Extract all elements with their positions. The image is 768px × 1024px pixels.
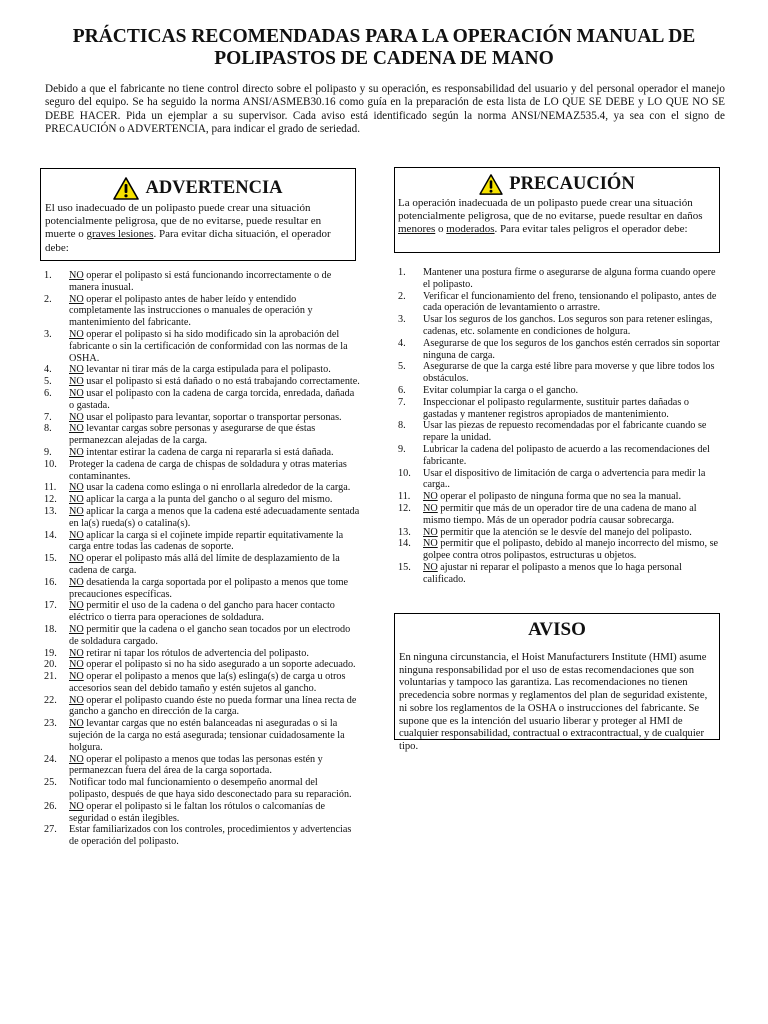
item-number: 3. bbox=[398, 314, 406, 326]
item-number: 22. bbox=[44, 694, 57, 706]
item-text: operar el polipasto si no ha sido asegurado a un soporte adecuado. bbox=[83, 659, 356, 671]
list-item bbox=[44, 376, 360, 388]
item-number: 1. bbox=[44, 270, 52, 281]
item-number: 9. bbox=[44, 446, 52, 458]
list-item bbox=[44, 824, 360, 848]
item-text: permitir que el polipasto, debido al manejo incorrecto del mismo, se golpee contra otros polipastos, estructuras u objetos. bbox=[423, 538, 719, 562]
item-text: aplicar la carga a la punta del gancho o al seguro del mismo. bbox=[83, 494, 333, 506]
item-text: retirar ni tapar los rótulos de advertencia del polipasto. bbox=[83, 647, 309, 659]
item-text: Lubricar la cadena del polipasto de acuerdo a las recomendaciones del fabricante. bbox=[423, 443, 710, 467]
item-text: usar el polipasto si está dañado o no está trabajando correctamente. bbox=[83, 376, 360, 388]
no-keyword: NO bbox=[69, 364, 84, 376]
list-item bbox=[398, 267, 724, 291]
item-text: permitir que la cadena o el gancho sean tocados por un electrodo de soldadura cargado. bbox=[69, 623, 351, 647]
item-text: operar el polipasto si le faltan los rótulos o calcomanías de seguridad o están ilegibles. bbox=[69, 800, 326, 824]
list-item bbox=[44, 447, 360, 459]
item-number: 7. bbox=[398, 396, 406, 408]
item-number: 18. bbox=[44, 623, 57, 635]
no-keyword: NO bbox=[69, 671, 84, 683]
no-keyword: NO bbox=[423, 491, 438, 503]
item-number: 15. bbox=[44, 553, 57, 565]
no-keyword: NO bbox=[69, 376, 84, 388]
item-text: Asegurarse de que los seguros de los ganchos estén cerrados sin soportar ninguna de carga. bbox=[423, 337, 720, 361]
no-keyword: NO bbox=[69, 423, 84, 435]
item-number: 12. bbox=[44, 494, 57, 506]
no-keyword: NO bbox=[69, 576, 84, 588]
item-text: Asegurarse de que la carga esté libre para moverse y que libre todos los obstáculos. bbox=[423, 361, 715, 385]
item-number: 2. bbox=[398, 290, 406, 302]
advertencia-heading: ADVERTENCIA bbox=[145, 177, 283, 198]
item-text: Usar los seguros de los ganchos. Los seguros son para retener eslingas, cadenas, etc. solamente en condiciones de holgura. bbox=[423, 314, 713, 337]
item-text: usar el polipasto para levantar, soportar o transportar personas. bbox=[83, 411, 342, 423]
list-item bbox=[44, 577, 360, 601]
list-item bbox=[44, 530, 360, 554]
item-text: levantar ni tirar más de la carga estipulada para el polipasto. bbox=[83, 364, 331, 376]
aviso-box bbox=[394, 613, 720, 752]
list-item bbox=[398, 538, 724, 562]
item-text: Estar familiarizados con los controles, procedimientos y advertencias de operación del polipasto. bbox=[69, 824, 352, 848]
warning-triangle-icon bbox=[479, 174, 503, 195]
item-number: 10. bbox=[398, 467, 411, 479]
list-item bbox=[44, 270, 360, 294]
item-number: 19. bbox=[44, 647, 57, 659]
item-text: Usar las piezas de repuesto recomendadas por el fabricante cuando se repare la unidad. bbox=[423, 420, 707, 444]
list-item bbox=[398, 420, 724, 444]
item-number: 16. bbox=[44, 576, 57, 588]
item-number: 8. bbox=[398, 420, 406, 432]
warning-triangle-icon bbox=[113, 177, 139, 200]
no-keyword: NO bbox=[423, 538, 438, 550]
item-number: 26. bbox=[44, 800, 57, 812]
list-item bbox=[398, 397, 724, 421]
item-number: 17. bbox=[44, 600, 57, 612]
list-item bbox=[44, 801, 360, 825]
precaucion-box bbox=[394, 167, 720, 253]
list-item bbox=[44, 364, 360, 376]
list-item bbox=[398, 503, 724, 527]
item-text: permitir el uso de la cadena o del gancho para hacer contacto eléctrico o tierra para operaciones de soldadura. bbox=[69, 600, 335, 624]
list-item bbox=[44, 423, 360, 447]
no-keyword: NO bbox=[69, 270, 84, 281]
item-number: 6. bbox=[398, 384, 406, 396]
advertencia-text: El uso inadecuado de un polipasto puede crear una situación potencialmente peligrosa, que de no evitarse, puede resultar en muerte o graves lesiones. Para evitar dicha situación, el operador debe: bbox=[45, 202, 331, 254]
no-keyword: NO bbox=[69, 482, 84, 494]
no-keyword: NO bbox=[69, 600, 84, 612]
advertencia-box bbox=[40, 168, 356, 261]
no-keyword: NO bbox=[69, 328, 84, 340]
no-keyword: NO bbox=[69, 694, 84, 706]
item-number: 24. bbox=[44, 753, 57, 765]
item-number: 13. bbox=[44, 505, 57, 517]
item-number: 23. bbox=[44, 718, 57, 730]
item-text: levantar cargas que no estén balanceadas ni aseguradas o si la sujeción de la carga no está asegurada; tensionar cuidadosamente la holgura. bbox=[69, 718, 345, 753]
list-item bbox=[398, 562, 724, 586]
no-keyword: NO bbox=[423, 526, 438, 538]
item-text: Verificar el funcionamiento del freno, tensionando el polipasto, antes de cada operación de levantamiento o arrastre. bbox=[423, 290, 717, 314]
item-number: 4. bbox=[44, 364, 52, 376]
page-title bbox=[40, 26, 728, 70]
item-number: 14. bbox=[44, 529, 57, 541]
item-text: operar el polipasto de ninguna forma que no sea la manual. bbox=[437, 491, 682, 503]
item-number: 27. bbox=[44, 824, 57, 836]
item-text: Inspeccionar el polipasto regularmente, sustituir partes dañadas o gastadas y mantener registros apropiados de mantenimiento. bbox=[423, 396, 689, 420]
no-keyword: NO bbox=[69, 753, 84, 765]
list-item bbox=[398, 444, 724, 468]
list-item bbox=[44, 695, 360, 719]
item-text: operar el polipasto a menos que la(s) eslinga(s) de carga u otros accesorios sean del debido tamaño y estén sujetos al gancho. bbox=[69, 671, 346, 694]
item-number: 11. bbox=[398, 491, 411, 503]
item-number: 4. bbox=[398, 337, 406, 349]
item-text: permitir que más de un operador tire de una cadena de mano al mismo tiempo. Más de un operador podría causar sobrecarga. bbox=[423, 502, 697, 526]
no-keyword: NO bbox=[69, 718, 84, 730]
item-number: 1. bbox=[398, 267, 406, 278]
item-number: 5. bbox=[398, 361, 406, 373]
item-text: operar el polipasto si ha sido modificado sin la aprobación del fabricante o sin la certificación de conformidad con las normas de la OSHA. bbox=[69, 328, 348, 364]
no-keyword: NO bbox=[69, 647, 84, 659]
no-keyword: NO bbox=[69, 553, 84, 565]
item-number: 2. bbox=[44, 293, 52, 305]
list-item bbox=[44, 506, 360, 530]
no-keyword: NO bbox=[69, 494, 84, 506]
precaucion-header bbox=[398, 171, 716, 197]
item-text: operar el polipasto si está funcionando incorrectamente o de manera inusual. bbox=[69, 270, 332, 293]
item-number: 7. bbox=[44, 411, 52, 423]
item-text: intentar estirar la cadena de carga ni repararla si está dañada. bbox=[83, 446, 334, 458]
list-item bbox=[398, 491, 724, 503]
item-number: 13. bbox=[398, 526, 411, 538]
item-text: permitir que la atención se le desvíe del manejo del polipasto. bbox=[437, 526, 692, 538]
item-number: 8. bbox=[44, 423, 52, 435]
list-item bbox=[398, 385, 724, 397]
item-text: aplicar la carga a menos que la cadena esté adecuadamente sentada en la(s) rueda(s) o catalina(s). bbox=[69, 505, 360, 529]
item-number: 6. bbox=[44, 387, 52, 399]
item-text: operar el polipasto a menos que todas las personas estén y permanezcan fuera del área de la carga soportada. bbox=[69, 753, 323, 777]
list-item bbox=[44, 388, 360, 412]
list-item bbox=[398, 468, 724, 492]
title-line-1: PRÁCTICAS RECOMENDADAS PARA LA OPERACIÓN MANUAL DE bbox=[72, 26, 696, 47]
item-text: usar la cadena como eslinga o ni enrollarla alrededor de la carga. bbox=[83, 482, 351, 494]
item-text: Notificar todo mal funcionamiento o desempeño anormal del polipasto, después de que haya sido desconectado para su reparación. bbox=[69, 777, 352, 801]
list-item bbox=[44, 459, 360, 483]
item-number: 25. bbox=[44, 777, 57, 789]
precaucion-heading: PRECAUCIÓN bbox=[509, 173, 635, 194]
item-text: operar el polipasto más allá del límite de desplazamiento de la cadena de carga. bbox=[69, 553, 340, 576]
no-keyword: NO bbox=[69, 800, 84, 812]
list-item bbox=[44, 754, 360, 778]
item-number: 20. bbox=[44, 659, 57, 671]
no-keyword: NO bbox=[69, 387, 84, 399]
item-text: aplicar la carga si el cojinete impide repartir equitativamente la carga entre todas las cadenas de soporte. bbox=[69, 529, 344, 553]
item-text: Mantener una postura firme o asegurarse de alguna forma cuando opere el polipasto. bbox=[423, 267, 716, 290]
no-keyword: NO bbox=[69, 293, 84, 305]
item-text: Usar el dispositivo de limitación de carga o advertencia para medir la carga.. bbox=[423, 467, 706, 491]
item-text: usar el polipasto con la cadena de carga torcida, enredada, dañada o gastada. bbox=[69, 387, 355, 411]
no-keyword: NO bbox=[69, 505, 84, 517]
list-item bbox=[398, 314, 724, 338]
no-keyword: NO bbox=[69, 623, 84, 635]
item-number: 14. bbox=[398, 538, 411, 550]
aviso-text: En ninguna circunstancia, el Hoist Manufacturers Institute (HMI) asume ninguna responsabilidad por el uso de estas recomendaciones que son voluntarias y tampoco las garantiza. Las recomendaciones no tienen precedencia sobre normas y reglamentos del plan de seguridad existente, ni sobre los reglamentos de la OSHA o instrucciones del fabricante. Se supone que es la intención del usuario liberar y proteger al HMI de cualquier responsabilidad, contractual o extracontractual, y de cualquier tipo. bbox=[399, 652, 708, 752]
list-item bbox=[44, 624, 360, 648]
advertencia-list bbox=[44, 270, 360, 848]
no-keyword: NO bbox=[69, 659, 84, 671]
precaucion-list bbox=[398, 267, 724, 586]
item-text: desatienda la carga soportada por el polipasto a menos que tome precauciones específicas. bbox=[69, 576, 349, 600]
item-number: 9. bbox=[398, 443, 406, 455]
list-item bbox=[44, 553, 360, 577]
precaucion-text: La operación inadecuada de un polipasto puede crear una situación potencialmente peligrosa, que de no evitarse, puede resultar en daños menores o moderados. Para evitar tales peligros el operador debe: bbox=[398, 197, 703, 236]
title-line-2: POLIPASTOS DE CADENA DE MANO bbox=[214, 48, 554, 69]
item-number: 12. bbox=[398, 502, 411, 514]
item-text: levantar cargas sobre personas y asegurarse de que éstas permanezcan alejadas de la carga. bbox=[69, 423, 316, 447]
item-number: 21. bbox=[44, 671, 57, 683]
list-item bbox=[44, 329, 360, 364]
item-text: Evitar columpiar la carga o el gancho. bbox=[423, 384, 579, 396]
no-keyword: NO bbox=[423, 502, 438, 514]
list-item bbox=[44, 482, 360, 494]
item-number: 5. bbox=[44, 376, 52, 388]
list-item bbox=[44, 777, 360, 801]
no-keyword: NO bbox=[69, 446, 84, 458]
item-number: 15. bbox=[398, 561, 411, 573]
list-item bbox=[44, 671, 360, 695]
list-item bbox=[44, 659, 360, 671]
list-item bbox=[398, 291, 724, 315]
item-number: 11. bbox=[44, 482, 57, 494]
list-item bbox=[44, 294, 360, 329]
list-item bbox=[44, 600, 360, 624]
no-keyword: NO bbox=[69, 411, 84, 423]
no-keyword: NO bbox=[423, 561, 438, 573]
advertencia-header bbox=[45, 174, 351, 202]
list-item bbox=[44, 412, 360, 424]
item-text: Proteger la cadena de carga de chispas de soldadura y otras materias contaminantes. bbox=[69, 458, 347, 482]
intro-paragraph: Debido a que el fabricante no tiene control directo sobre el polipasto y su operación, es responsabilidad del usuario y del personal operador el manejo seguro del equipo. Se ha seguido la norma ANSI/ASMEB30.16 como guía en la preparación de esta lista de LO QUE SE DEBE y LO QUE NO SE DEBE HACER. Pida un ejemplar a su supervisor. Cada aviso está identificado según la norma ANSI/NEMAZ535.4, ya sea con el signo de PRECAUCIÓN o ADVERTENCIA, para indicar el grado de seriedad. bbox=[45, 83, 725, 136]
list-item bbox=[398, 527, 724, 539]
item-text: operar el polipasto antes de haber leído y entendido completamente las instrucciones o manuales de operación y mantenimiento del fabricante. bbox=[69, 293, 313, 329]
list-item bbox=[44, 648, 360, 660]
item-text: ajustar ni reparar el polipasto a menos que lo haga personal calificado. bbox=[423, 561, 682, 585]
list-item bbox=[398, 338, 724, 362]
no-keyword: NO bbox=[69, 529, 84, 541]
aviso-heading: AVISO bbox=[528, 619, 586, 640]
item-number: 3. bbox=[44, 328, 52, 340]
list-item bbox=[44, 494, 360, 506]
item-text: operar el polipasto cuando éste no pueda formar una línea recta de gancho a gancho en dirección de la carga. bbox=[69, 694, 357, 718]
list-item bbox=[44, 718, 360, 753]
list-item bbox=[398, 361, 724, 385]
item-number: 10. bbox=[44, 458, 57, 470]
